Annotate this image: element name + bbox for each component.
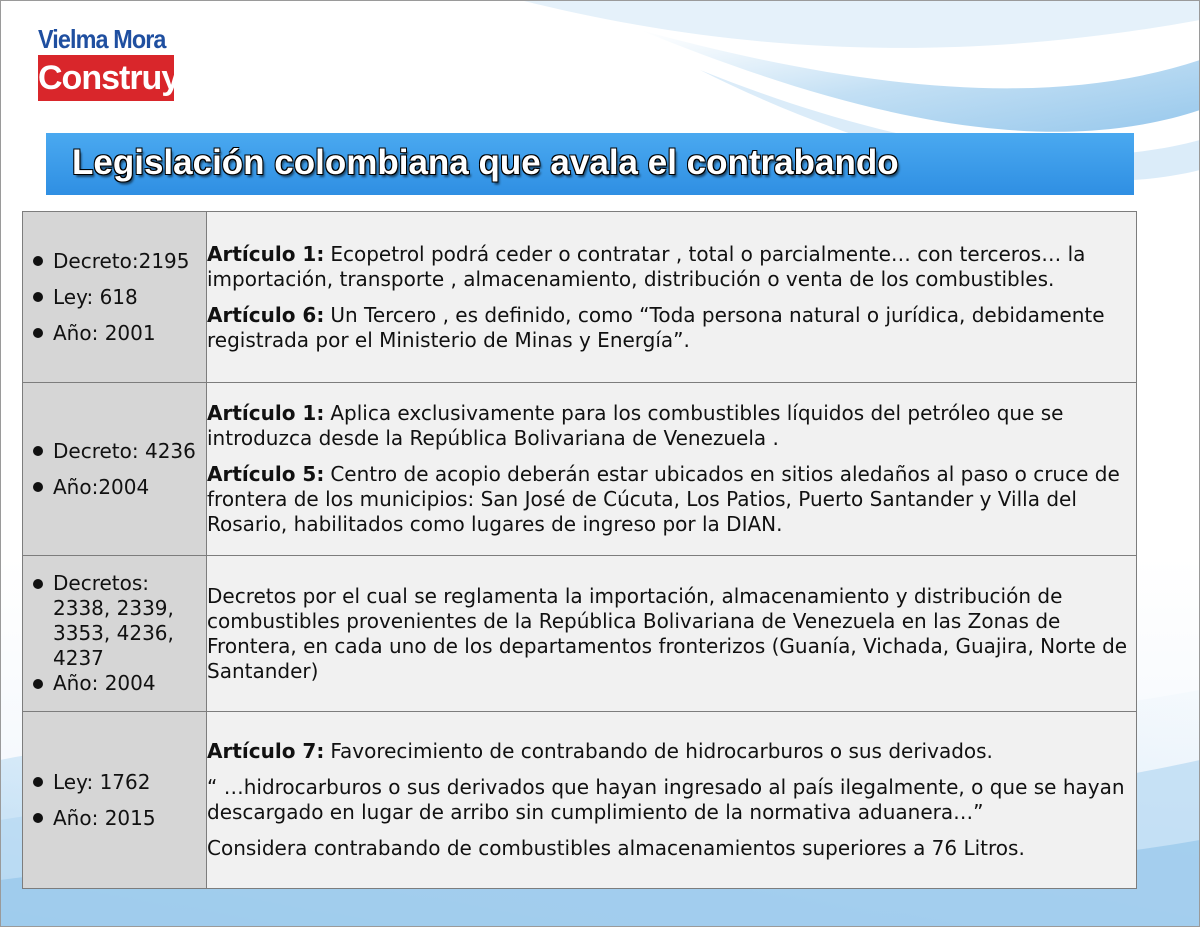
article-label: Artículo 7: [207,739,325,763]
law-reference-item: Ley: 618 [31,279,206,315]
law-reference-item: Decreto:2195 [31,243,206,279]
article-text: Decretos por el cual se reglamenta la importación, almacenamiento y distribución de combustibles provenientes de la República Bolivariana de Venezuela en las Zonas de Frontera, en cada uno de los departamentos fronterizos (Guanía, Vichada, Guajira, Norte de Santander) [207,583,1128,683]
law-reference-item: Ley: 1762 [31,764,206,800]
article-label: Artículo 5: [207,462,325,486]
logo-line-2: Construye [38,55,174,101]
law-reference-list [23,764,206,836]
law-reference-list [23,433,206,505]
article-paragraph [207,303,1136,353]
article-text: Favorecimiento de contrabando de hidrocarburos o sus derivados. [330,739,993,763]
table-row [23,556,1137,712]
article-text: Un Tercero , es definido, como “Toda persona natural o jurídica, debidamente registrada por el Ministerio de Minas y Energía”. [207,302,1105,352]
article-paragraph [207,775,1136,825]
law-reference-item: Año: 2015 [31,800,206,836]
article-paragraph [207,242,1136,292]
law-reference-item [31,571,206,671]
table-row [23,383,1137,556]
logo [38,24,198,101]
article-label: Artículo 1: [207,401,325,425]
article-text: Considera contrabando de combustibles almacenamientos superiores a 76 Litros. [207,836,1025,860]
law-content-cell [207,712,1137,889]
legislation-table [22,211,1137,889]
law-reference-text: Decretos: 2338, 2339, 3353, 4236, 4237 [53,571,174,670]
article-paragraph [207,739,1136,764]
table-row [23,712,1137,889]
law-reference-item: Año: 2001 [31,315,206,351]
law-content-cell [207,212,1137,383]
article-text: Ecopetrol podrá ceder o contratar , total o parcialmente… con terceros… la importación, transporte , almacenamiento, distribución o venta de los combustibles. [207,241,1086,291]
table-row [23,212,1137,383]
law-reference-cell [23,556,207,712]
article-paragraph [207,836,1136,861]
law-reference-cell [23,212,207,383]
law-reference-item: Año:2004 [31,469,206,505]
law-reference-cell [23,712,207,889]
logo-line-1: Vielma Mora [38,24,166,54]
article-label: Artículo 6: [207,302,325,327]
article-text: Centro de acopio deberán estar ubicados en sitios aledaños al paso o cruce de frontera de los municipios: San José de Cúcuta, Los Patios, Puerto Santander y Villa del Rosario, habilitados como lugares de ingreso por la DIAN. [207,462,1120,536]
law-reference-item: Decreto: 4236 [31,433,206,469]
title-banner [46,133,1134,195]
article-paragraph [207,462,1136,537]
page-title: Legislación colombiana que avala el contrabando [72,143,899,182]
law-content-cell [207,556,1137,712]
law-content-cell [207,383,1137,556]
law-reference-item: Año: 2004 [31,671,206,696]
law-reference-list [23,571,206,696]
article-paragraph [207,401,1136,451]
article-text: “ …hidrocarburos o sus derivados que hayan ingresado al país ilegalmente, o que se hayan descargado en lugar de arribo sin cumplimiento de la normativa aduanera…” [207,775,1125,824]
law-reference-cell [23,383,207,556]
article-label: Artículo 1: [207,241,325,266]
law-reference-list [23,243,206,351]
article-paragraph [207,584,1136,684]
article-text: Aplica exclusivamente para los combustibles líquidos del petróleo que se introduzca desde la República Bolivariana de Venezuela . [207,401,1064,450]
